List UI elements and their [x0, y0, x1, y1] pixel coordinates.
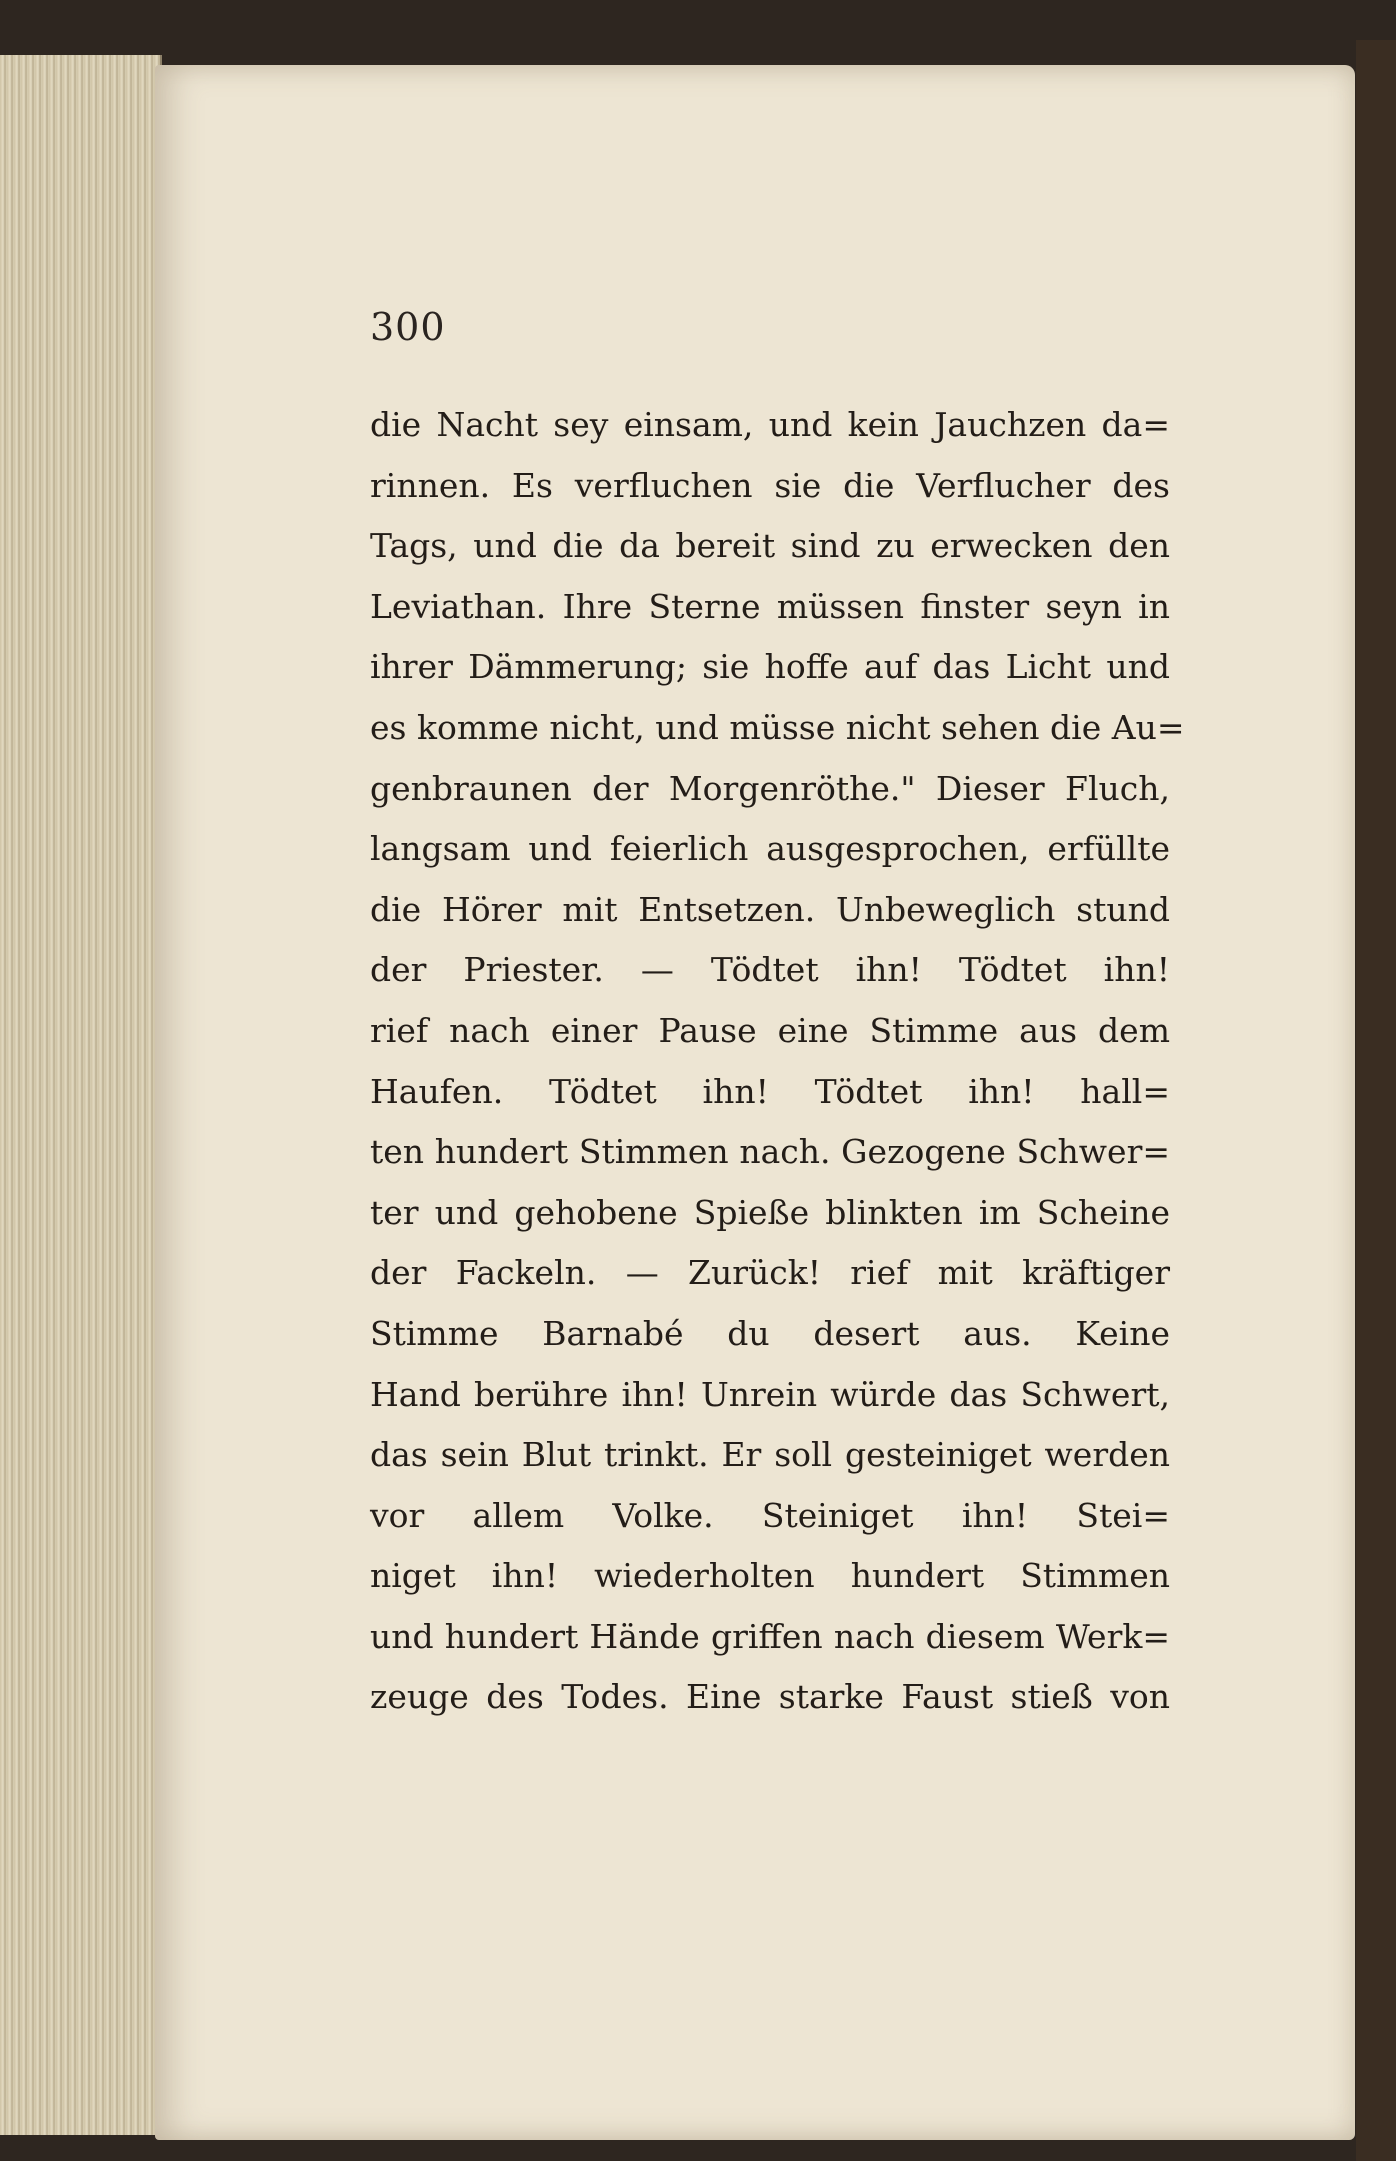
page-edges — [0, 55, 162, 2135]
text-line: das sein Blut trinkt. Er soll gesteiniget werden — [370, 1435, 1170, 1475]
text-line: ihrer Dämmerung; sie hoffe auf das Licht und — [370, 647, 1170, 687]
text-line: ter und gehobene Spieße blinkten im Scheine — [370, 1192, 1170, 1232]
text-line: und hundert Hände griffen nach diesem Werk= — [370, 1616, 1170, 1656]
text-line: ten hundert Stimmen nach. Gezogene Schwer= — [370, 1132, 1170, 1172]
text-line: Stimme Barnabé du desert aus. Keine — [370, 1313, 1170, 1353]
text-line: Tags, und die da bereit sind zu erwecken den — [370, 526, 1170, 566]
text-line: der Priester. — Tödtet ihn! Tödtet ihn! — [370, 950, 1170, 990]
text-line: der Fackeln. — Zurück! rief mit kräftiger — [370, 1253, 1170, 1293]
text-line: zeuge des Todes. Eine starke Faust stieß von — [370, 1677, 1170, 1717]
body-text — [370, 395, 1185, 1728]
text-line: es komme nicht, und müsse nicht sehen die Au= — [370, 707, 1185, 747]
text-line: langsam und feierlich ausgesprochen, erfüllte — [370, 829, 1170, 869]
book-cover-edge — [1356, 40, 1396, 2161]
text-line: vor allem Volke. Steiniget ihn! Stei= — [370, 1495, 1170, 1535]
text-line: niget ihn! wiederholten hundert Stimmen — [370, 1556, 1170, 1596]
text-line: die Nacht sey einsam, und kein Jauchzen da= — [370, 405, 1170, 444]
text-line: die Hörer mit Entsetzen. Unbeweglich stund — [370, 889, 1170, 929]
text-line: Hand berühre ihn! Unrein würde das Schwert, — [370, 1374, 1170, 1414]
text-line: rief nach einer Pause eine Stimme aus dem — [370, 1010, 1170, 1050]
text-line: genbraunen der Morgenröthe." Dieser Fluch, — [370, 768, 1170, 808]
page-number: 300 — [370, 305, 446, 349]
text-line: Leviathan. Ihre Sterne müssen finster seyn in — [370, 586, 1170, 626]
text-line: Haufen. Tödtet ihn! Tödtet ihn! hall= — [370, 1071, 1170, 1111]
text-line: rinnen. Es verfluchen sie die Verflucher des — [370, 465, 1170, 505]
